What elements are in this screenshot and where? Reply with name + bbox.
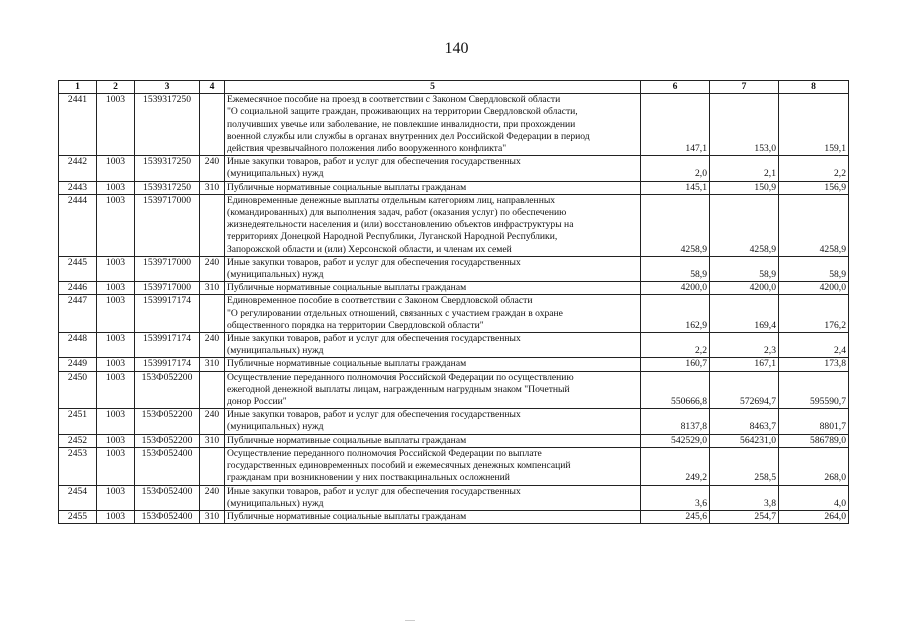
- expense-type-cell: 240: [200, 485, 225, 510]
- row-number-cell: 2444: [59, 194, 97, 256]
- description-cell: [225, 256, 641, 281]
- table-row: [59, 358, 849, 371]
- amount-year2-cell: 564231,0: [710, 434, 779, 447]
- description-text: Осуществление переданного полномочия Российской Федерации по выплате государственных единовременных пособий и ежемесячных денежных компенсаций гражданам при возникновении у них поствакцинальных осложнений: [227, 447, 571, 484]
- row-number-cell: 2447: [59, 295, 97, 333]
- target-article-cell: 1539317250: [135, 156, 200, 181]
- amount-year3-cell: 268,0: [779, 447, 849, 485]
- description-cell: [225, 282, 641, 295]
- target-article-cell: 1539717000: [135, 194, 200, 256]
- description-cell: [225, 409, 641, 434]
- table-row: [59, 333, 849, 358]
- target-article-cell: 153Ф052200: [135, 434, 200, 447]
- target-article-cell: 153Ф052200: [135, 371, 200, 409]
- expense-type-cell: 240: [200, 256, 225, 281]
- amount-year3-cell: 159,1: [779, 94, 849, 156]
- description-cell: [225, 94, 641, 156]
- column-header-6: 6: [641, 81, 710, 94]
- amount-year2-cell: 4258,9: [710, 194, 779, 256]
- expense-type-cell: 310: [200, 510, 225, 523]
- table-row: [59, 181, 849, 194]
- table-row: [59, 256, 849, 281]
- row-number-cell: 2441: [59, 94, 97, 156]
- column-header-2: 2: [97, 81, 135, 94]
- target-article-cell: 1539317250: [135, 181, 200, 194]
- description-text: Единовременное пособие в соответствии с Законом Свердловской области "О регулировании отдельных отношений, связанных с участием граждан в охране общественного порядка на территории Свердловской области": [227, 295, 563, 331]
- amount-year3-cell: 586789,0: [779, 434, 849, 447]
- column-header-3: 3: [135, 81, 200, 94]
- expense-type-cell: [200, 295, 225, 333]
- row-number-cell: 2448: [59, 333, 97, 358]
- amount-year2-cell: 2,3: [710, 333, 779, 358]
- description-cell: [225, 333, 641, 358]
- description-text: Иные закупки товаров, работ и услуг для обеспечения государственных (муниципальных) нужд: [227, 156, 521, 180]
- amount-year1-cell: 2,0: [641, 156, 710, 181]
- row-number-cell: 2454: [59, 485, 97, 510]
- target-article-cell: 1539917174: [135, 358, 200, 371]
- amount-year2-cell: 3,8: [710, 485, 779, 510]
- amount-year1-cell: 249,2: [641, 447, 710, 485]
- amount-year2-cell: 572694,7: [710, 371, 779, 409]
- amount-year3-cell: 2,4: [779, 333, 849, 358]
- section-code-cell: 1003: [97, 409, 135, 434]
- expense-type-cell: 310: [200, 181, 225, 194]
- amount-year1-cell: 147,1: [641, 94, 710, 156]
- expense-type-cell: [200, 447, 225, 485]
- amount-year1-cell: 4200,0: [641, 282, 710, 295]
- expense-type-cell: 310: [200, 282, 225, 295]
- amount-year3-cell: 264,0: [779, 510, 849, 523]
- description-cell: [225, 434, 641, 447]
- scan-artifact: [405, 620, 415, 621]
- amount-year1-cell: 550666,8: [641, 371, 710, 409]
- table-row: [59, 434, 849, 447]
- amount-year1-cell: 2,2: [641, 333, 710, 358]
- table-body: [59, 94, 849, 524]
- section-code-cell: 1003: [97, 358, 135, 371]
- table-row: [59, 485, 849, 510]
- amount-year1-cell: 145,1: [641, 181, 710, 194]
- amount-year3-cell: 173,8: [779, 358, 849, 371]
- target-article-cell: 153Ф052400: [135, 485, 200, 510]
- table-row: [59, 194, 849, 256]
- section-code-cell: 1003: [97, 371, 135, 409]
- description-text: Ежемесячное пособие на проезд в соответствии с Законом Свердловской области "О социальной защите граждан, проживающих на территории Свердловской области, получивших увечье или заболевание, не повлекшие инвалидности, при прохождении военной службы или службы в органах внутренних дел Российской Федерации в период действия чрезвычайного положения либо вооруженного конфликта": [227, 94, 590, 155]
- amount-year2-cell: 58,9: [710, 256, 779, 281]
- description-cell: [225, 358, 641, 371]
- target-article-cell: 1539717000: [135, 256, 200, 281]
- description-text: Единовременные денежные выплаты отдельным категориям лиц, направленных (командированных) для выполнения задач, работ (оказания услуг) по обеспечению жизнедеятельности населения и (или) восстановлению объектов инфраструктуры на территориях Донецкой Народной Республики, Луганской Народной Республики, Запорожской области и (или) Херсонской области, и членам их семей: [227, 194, 574, 255]
- row-number-cell: 2450: [59, 371, 97, 409]
- description-text: Публичные нормативные социальные выплаты гражданам: [227, 181, 467, 193]
- table-row: [59, 371, 849, 409]
- description-text: Публичные нормативные социальные выплаты гражданам: [227, 510, 467, 522]
- expense-type-cell: 310: [200, 358, 225, 371]
- target-article-cell: 153Ф052400: [135, 510, 200, 523]
- row-number-cell: 2446: [59, 282, 97, 295]
- expense-type-cell: 310: [200, 434, 225, 447]
- section-code-cell: 1003: [97, 181, 135, 194]
- row-number-cell: 2449: [59, 358, 97, 371]
- table-row: [59, 94, 849, 156]
- section-code-cell: 1003: [97, 510, 135, 523]
- amount-year3-cell: 58,9: [779, 256, 849, 281]
- description-cell: [225, 485, 641, 510]
- amount-year2-cell: 150,9: [710, 181, 779, 194]
- description-cell: [225, 447, 641, 485]
- column-header-8: 8: [779, 81, 849, 94]
- section-code-cell: 1003: [97, 295, 135, 333]
- amount-year1-cell: 160,7: [641, 358, 710, 371]
- expense-type-cell: 240: [200, 333, 225, 358]
- row-number-cell: 2451: [59, 409, 97, 434]
- table-row: [59, 295, 849, 333]
- section-code-cell: 1003: [97, 94, 135, 156]
- amount-year3-cell: 176,2: [779, 295, 849, 333]
- amount-year3-cell: 8801,7: [779, 409, 849, 434]
- section-code-cell: 1003: [97, 194, 135, 256]
- section-code-cell: 1003: [97, 447, 135, 485]
- amount-year1-cell: 3,6: [641, 485, 710, 510]
- row-number-cell: 2445: [59, 256, 97, 281]
- target-article-cell: 1539917174: [135, 295, 200, 333]
- amount-year3-cell: 2,2: [779, 156, 849, 181]
- row-number-cell: 2443: [59, 181, 97, 194]
- row-number-cell: 2452: [59, 434, 97, 447]
- amount-year3-cell: 4200,0: [779, 282, 849, 295]
- table-row: [59, 282, 849, 295]
- amount-year2-cell: 4200,0: [710, 282, 779, 295]
- amount-year2-cell: 169,4: [710, 295, 779, 333]
- amount-year2-cell: 258,5: [710, 447, 779, 485]
- description-text: Публичные нормативные социальные выплаты гражданам: [227, 358, 467, 370]
- target-article-cell: 1539317250: [135, 94, 200, 156]
- amount-year1-cell: 4258,9: [641, 194, 710, 256]
- amount-year2-cell: 153,0: [710, 94, 779, 156]
- amount-year3-cell: 4258,9: [779, 194, 849, 256]
- description-text: Осуществление переданного полномочия Российской Федерации по осуществлению ежегодной денежной выплаты лицам, награжденным нагрудным знаком "Почетный донор России": [227, 371, 574, 408]
- description-text: Иные закупки товаров, работ и услуг для обеспечения государственных (муниципальных) нужд: [227, 485, 521, 509]
- description-text: Иные закупки товаров, работ и услуг для обеспечения государственных (муниципальных) нужд: [227, 409, 521, 433]
- amount-year3-cell: 595590,7: [779, 371, 849, 409]
- column-header-5: 5: [225, 81, 641, 94]
- expense-type-cell: [200, 194, 225, 256]
- amount-year3-cell: 156,9: [779, 181, 849, 194]
- row-number-cell: 2453: [59, 447, 97, 485]
- budget-table: [58, 80, 849, 524]
- table-header-row: [59, 81, 849, 94]
- target-article-cell: 1539917174: [135, 333, 200, 358]
- section-code-cell: 1003: [97, 156, 135, 181]
- table-row: [59, 510, 849, 523]
- amount-year2-cell: 254,7: [710, 510, 779, 523]
- target-article-cell: 1539717000: [135, 282, 200, 295]
- expense-type-cell: [200, 371, 225, 409]
- amount-year2-cell: 8463,7: [710, 409, 779, 434]
- section-code-cell: 1003: [97, 434, 135, 447]
- section-code-cell: 1003: [97, 282, 135, 295]
- section-code-cell: 1003: [97, 485, 135, 510]
- description-cell: [225, 510, 641, 523]
- section-code-cell: 1003: [97, 256, 135, 281]
- row-number-cell: 2455: [59, 510, 97, 523]
- target-article-cell: 153Ф052200: [135, 409, 200, 434]
- page-number: 140: [444, 40, 469, 57]
- description-cell: [225, 295, 641, 333]
- section-code-cell: 1003: [97, 333, 135, 358]
- description-text: Иные закупки товаров, работ и услуг для обеспечения государственных (муниципальных) нужд: [227, 333, 521, 357]
- description-cell: [225, 181, 641, 194]
- description-cell: [225, 156, 641, 181]
- amount-year1-cell: 8137,8: [641, 409, 710, 434]
- amount-year1-cell: 542529,0: [641, 434, 710, 447]
- table-row: [59, 447, 849, 485]
- description-cell: [225, 194, 641, 256]
- description-text: Публичные нормативные социальные выплаты гражданам: [227, 282, 467, 294]
- target-article-cell: 153Ф052400: [135, 447, 200, 485]
- description-cell: [225, 371, 641, 409]
- amount-year1-cell: 58,9: [641, 256, 710, 281]
- amount-year1-cell: 245,6: [641, 510, 710, 523]
- table-row: [59, 409, 849, 434]
- table-row: [59, 156, 849, 181]
- expense-type-cell: 240: [200, 409, 225, 434]
- expense-type-cell: 240: [200, 156, 225, 181]
- amount-year2-cell: 167,1: [710, 358, 779, 371]
- row-number-cell: 2442: [59, 156, 97, 181]
- expense-type-cell: [200, 94, 225, 156]
- column-header-7: 7: [710, 81, 779, 94]
- amount-year1-cell: 162,9: [641, 295, 710, 333]
- description-text: Публичные нормативные социальные выплаты гражданам: [227, 434, 467, 446]
- amount-year3-cell: 4,0: [779, 485, 849, 510]
- description-text: Иные закупки товаров, работ и услуг для обеспечения государственных (муниципальных) нужд: [227, 256, 521, 281]
- column-header-4: 4: [200, 81, 225, 94]
- column-header-1: 1: [59, 81, 97, 94]
- amount-year2-cell: 2,1: [710, 156, 779, 181]
